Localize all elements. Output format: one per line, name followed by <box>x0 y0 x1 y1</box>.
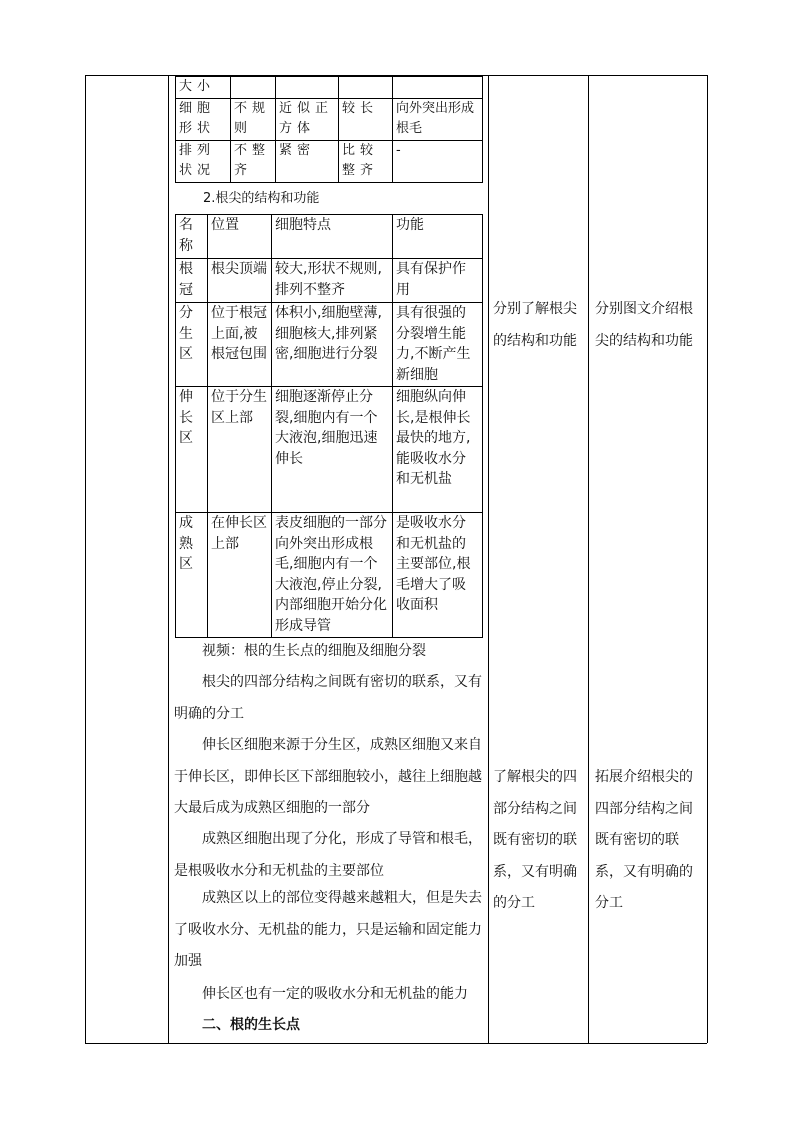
comparison-cell: 近似正方体 <box>276 99 339 141</box>
table-row <box>176 141 483 183</box>
comparison-cell: 向外突出形成根毛 <box>393 99 483 141</box>
section-heading: 二、根的生长点 <box>202 1017 300 1033</box>
comparison-cell: 细胞形状 <box>176 99 231 141</box>
root-tip-table <box>175 214 483 638</box>
comparison-cell <box>276 77 339 99</box>
region-function: 是吸收水分和无机盐的主要部位,根毛增大了吸收面积 <box>393 513 483 638</box>
region-features: 较大,形状不规则,排列不整齐 <box>272 259 393 303</box>
comparison-cell: 较长 <box>339 99 393 141</box>
region-features: 细胞逐渐停止分裂,细胞内有一个大液泡,细胞迅速伸长 <box>272 387 393 513</box>
column-divider-3 <box>588 75 589 1043</box>
student-activity-note: 了解根尖的四部分结构之间既有密切的联系，又有明确的分工 <box>493 769 577 911</box>
region-position: 位于分生区上部 <box>208 387 272 513</box>
column-header-features: 细胞特点 <box>272 215 393 259</box>
paragraph: 伸长区细胞来源于分生区，成熟区细胞又来自于伸长区，即伸长区下部细胞较小，越往上细胞越大最后成为成熟区细胞的一部分 <box>174 737 482 816</box>
student-activity-note: 分别了解根尖的结构和功能 <box>493 301 577 349</box>
paragraph: 根尖的四部分结构之间既有密切的联系，又有明确的分工 <box>174 674 482 722</box>
column-divider-2 <box>488 75 489 1043</box>
region-name: 伸长区 <box>176 387 208 513</box>
comparison-cell: 大小 <box>176 77 231 99</box>
comparison-cell: 排列状况 <box>176 141 231 183</box>
table-row <box>176 259 483 303</box>
paragraph: 成熟区细胞出现了分化，形成了导管和根毛，是根吸收水分和无机盐的主要部位 <box>174 831 482 879</box>
region-name: 分生区 <box>176 303 208 387</box>
region-position: 位于根冠上面,被根冠包围 <box>208 303 272 387</box>
video-note: 视频：根的生长点的细胞及细胞分裂 <box>202 643 426 659</box>
region-name: 根冠 <box>176 259 208 303</box>
comparison-cell: - <box>393 141 483 183</box>
design-intent-note: 分别图文介绍根尖的结构和功能 <box>595 301 693 349</box>
column-header-function: 功能 <box>393 215 483 259</box>
comparison-cell <box>393 77 483 99</box>
outer-left-border <box>85 75 86 1043</box>
table-header-row <box>176 215 483 259</box>
comparison-cell <box>231 77 276 99</box>
comparison-cell: 比较整齐 <box>339 141 393 183</box>
outer-right-border <box>707 75 708 1043</box>
comparison-cell: 不规则 <box>231 99 276 141</box>
column-header-name: 名称 <box>176 215 208 259</box>
region-features: 体积小,细胞壁薄,细胞核大,排列紧密,细胞进行分裂 <box>272 303 393 387</box>
comparison-table-tail <box>175 76 483 183</box>
region-features: 表皮细胞的一部分向外突出形成根毛,细胞内有一个大液泡,停止分裂,内部细胞开始分化形成导管 <box>272 513 393 638</box>
region-function: 细胞纵向伸长,是根伸长最快的地方,能吸收水分和无机盐 <box>393 387 483 513</box>
table-row <box>176 77 483 99</box>
paragraph: 伸长区也有一定的吸收水分和无机盐的能力 <box>202 986 468 1002</box>
table-row <box>176 513 483 638</box>
region-name: 成熟区 <box>176 513 208 638</box>
paragraph: 成熟区以上的部位变得越来越粗大，但是失去了吸收水分、无机盐的能力，只是运输和固定能力加强 <box>174 890 482 969</box>
column-header-position: 位置 <box>208 215 272 259</box>
table-row <box>176 303 483 387</box>
column-divider-1 <box>168 75 169 1043</box>
region-position: 根尖顶端 <box>208 259 272 303</box>
comparison-cell: 不整齐 <box>231 141 276 183</box>
design-intent-note: 拓展介绍根尖的四部分结构之间既有密切的联系，又有明确的分工 <box>595 769 693 911</box>
region-function: 具有保护作用 <box>393 259 483 303</box>
section-title: 2.根尖的结构和功能 <box>203 191 320 206</box>
region-position: 在伸长区上部 <box>208 513 272 638</box>
comparison-cell <box>339 77 393 99</box>
outer-bottom-border <box>85 1043 707 1044</box>
region-function: 具有很强的分裂增生能力,不断产生新细胞 <box>393 303 483 387</box>
table-row <box>176 99 483 141</box>
comparison-cell: 紧密 <box>276 141 339 183</box>
table-row <box>176 387 483 513</box>
